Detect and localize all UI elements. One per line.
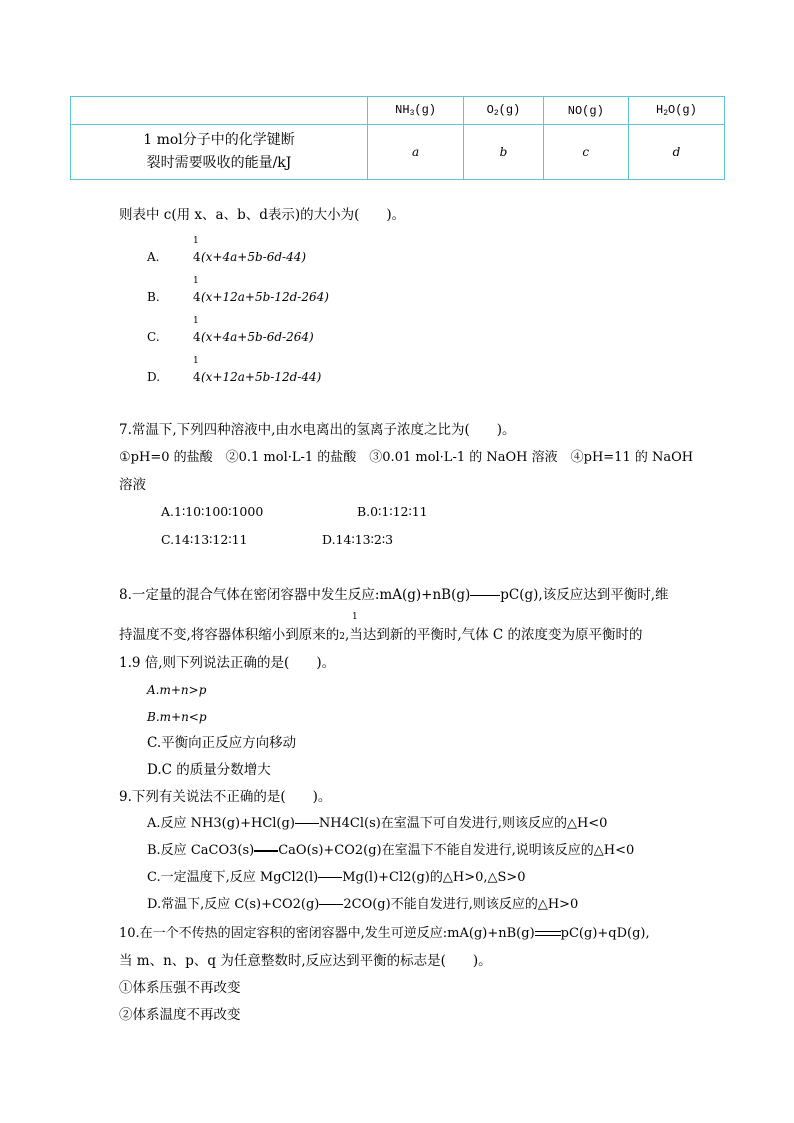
reaction-arrow-icon [319,904,343,905]
q7-solutions-line: ①pH=0 的盐酸 ②0.1 mol·L-1 的盐酸 ③0.01 mol·L-1 的 NaOH 溶液 ④pH=11 的 NaOH [119,450,694,465]
q7-option-d: D.14∶13∶2∶3 [322,532,394,547]
q8-frac-num: 1 [352,612,358,622]
reaction-arrow-icon [295,823,319,824]
q8-option-b: B.m+n<p [147,710,207,724]
equilibrium-arrow-icon [470,595,500,596]
q9-option-a-part1: A.反应 NH3(g)+HCl(g) [147,816,295,831]
q8-option-c: C.平衡向正反应方向移动 [147,735,297,751]
q9-option-b [147,841,634,861]
q6-option-d-frac-num: 1 [193,356,199,366]
q7-solutions-line-end: 溶液 [119,477,146,493]
q6-option-d-expr: (x+12a+5b-12d-44) [201,370,322,384]
q6-option-c-frac-num: 1 [193,316,199,326]
q10-stem-part2: pC(g)+qD(g), [560,926,650,941]
q9-stem: 9.下列有关说法不正确的是( )。 [119,789,332,805]
q7-stem: 7.常温下,下列四种溶液中,由水电离出的氢离子浓度之比为( )。 [119,422,516,438]
q8-stem-part2: pC(g),该反应达到平衡时,维 [500,587,669,603]
q8-line2 [119,625,643,647]
q6-option-a-frac-num: 1 [193,236,199,246]
q6-stem: 则表中 c(用 x、a、b、d表示)的大小为( )。 [119,207,406,223]
q8-stem [119,585,669,605]
q10-stem [119,924,650,944]
q9-option-c [147,868,526,888]
q8-line3: 1.9 倍,则下列说法正确的是( )。 [119,655,336,671]
q6-option-c-frac-den: 4 [193,330,201,344]
q6-option-a-expr: (x+4a+5b-6d-44) [201,250,307,264]
table-header-no: NO(g) [543,97,628,125]
q8-option-a: A.m+n>p [147,683,207,697]
q6-option-a-frac-den: 4 [193,250,201,264]
q9-option-d [147,895,578,915]
q8-frac-den: 2 [339,632,346,642]
q7-option-c: C.14∶13∶12∶11 [161,532,248,547]
q6-option-b-frac-num: 1 [193,276,199,286]
q7-option-a: A.1∶10∶100∶1000 [161,504,264,519]
q10-stem-part1: 10.在一个不传热的固定容积的密闭容器中,发生可逆反应:mA(g)+nB(g) [119,926,535,941]
table-header-nh3: $NH_3(g)$ [368,97,464,125]
table-header-row [71,97,725,125]
q6-option-a-letter: A. [147,250,160,264]
table-header-h2o: $H_2O(g)$ [628,97,724,125]
q6-option-b-letter: B. [147,290,160,304]
q8-line2-part2: ,当达到新的平衡时,气体 C 的浓度变为原平衡时的 [345,627,643,643]
q8-stem-part1: 8.一定量的混合气体在密闭容器中发生反应:mA(g)+nB(g) [119,587,471,603]
reaction-arrow-icon [318,877,342,878]
row-label-line2: 裂时需要吸收的能量/kJ [146,155,292,171]
q9-option-d-part2: 2CO(g)不能自发进行,则该反应的△H>0 [343,897,579,912]
table-cell-a: a [368,125,464,180]
q9-option-c-part1: C.一定温度下,反应 MgCl2(l) [147,870,319,885]
q10-item-1: ①体系压强不再改变 [119,980,241,996]
q6-option-b-frac-den: 4 [193,290,201,304]
q6-option-b-expr: (x+12a+5b-12d-264) [201,290,329,304]
table-cell-c: c [543,125,628,180]
q9-option-a [147,814,607,834]
q10-line2: 当 m、n、p、q 为任意整数时,反应达到平衡的标志是( )。 [119,953,492,969]
row-label-line1: 1 mol分子中的化学键断 [143,132,295,148]
q9-option-b-part1: B.反应 CaCO3(s) [147,843,255,858]
reversible-arrow-icon [535,929,561,939]
q9-option-a-part2: NH4Cl(s)在室温下可自发进行,则该反应的△H<0 [318,816,608,831]
table-cell-d: d [628,125,724,180]
table-cell-b: b [464,125,544,180]
q8-option-d: D.C 的质量分数增大 [147,762,271,778]
energy-table [70,96,725,180]
q9-option-b-part2: CaO(s)+CO2(g)在室温下不能自发进行,说明该反应的△H<0 [278,843,635,858]
q9-option-d-part1: D.常温下,反应 C(s)+CO2(g) [147,897,320,912]
q6-option-d-frac-den: 4 [193,370,201,384]
q6-option-c-letter: C. [147,330,160,344]
q6-option-d-letter: D. [147,370,161,384]
q10-item-2: ②体系温度不再改变 [119,1007,241,1023]
table-header-o2: $O_2(g)$ [464,97,544,125]
table-row-label [71,125,368,180]
q8-line2-part1: 持温度不变,将容器体积缩小到原来的 [119,627,340,643]
q6-option-c-expr: (x+4a+5b-6d-264) [201,330,314,344]
q7-option-b: B.0∶1∶12∶11 [357,504,428,519]
q9-option-c-part2: Mg(l)+Cl2(g)的△H>0,△S>0 [342,870,526,885]
table-row [71,125,725,180]
reaction-arrow-icon [254,850,278,852]
table-header-empty [71,97,368,125]
